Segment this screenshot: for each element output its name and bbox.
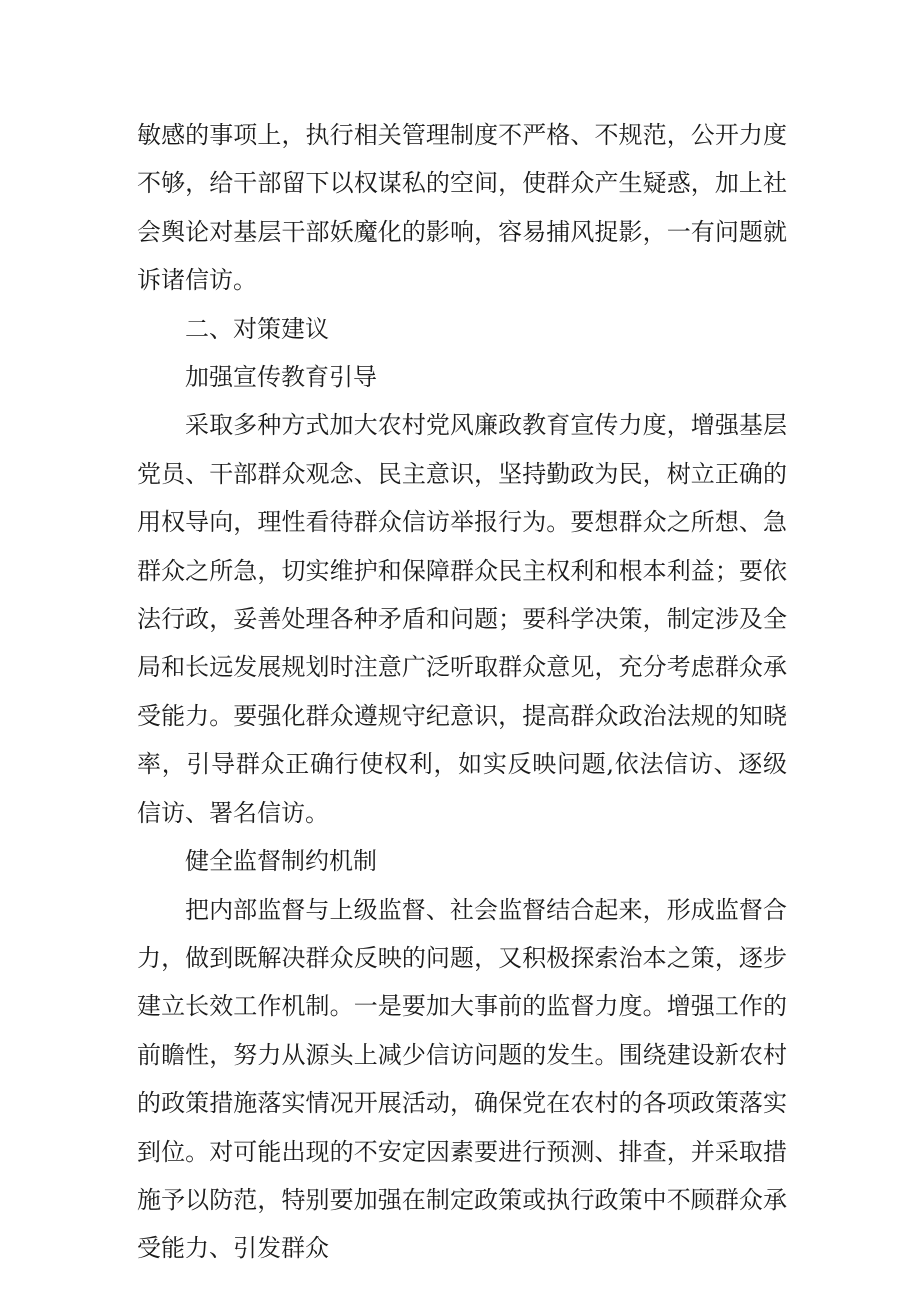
- section-heading-countermeasures: 二、对策建议: [185, 314, 329, 343]
- subheading-publicity-education: 加强宣传教育引导: [185, 363, 377, 392]
- paragraph-supervision-mechanism: 把内部监督与上级监督、社会监督结合起来，形成监督合力，做到既解决群众反映的问题，又积极探索治本之策，逐步建立长效工作机制。一是要加大事前的监督力度。增强工作的前瞻性，努力从源头上减少信访问题的发生。围绕建设新农村的政策措施落实情况开展活动，确保党在农村的各项政策落实到位。对可能出现的不安定因素要进行预测、排查，并采取措施予以防范，特别要加强在制定政策或执行政策中不顾群众承受能力、引发群众: [137, 895, 787, 1263]
- subheading-supervision-mechanism: 健全监督制约机制: [185, 847, 377, 876]
- paragraph-publicity-education: 采取多种方式加大农村党风廉政教育宣传力度，增强基层党员、干部群众观念、民主意识，坚持勤政为民，树立正确的用权导向，理性看待群众信访举报行为。要想群众之所想、急群众之所急，切实维护和保障群众民主权利和根本利益；要依法行政，妥善处理各种矛盾和问题；要科学决策，制定涉及全局和长远发展规划时注意广泛听取群众意见，充分考虑群众承受能力。要强化群众遵规守纪意识，提高群众政治法规的知晓率，引导群众正确行使权利，如实反映问题,依法信访、逐级信访、署名信访。: [137, 411, 787, 827]
- document-body: [137, 111, 787, 1273]
- paragraph-continuation: 敏感的事项上，执行相关管理制度不严格、不规范，公开力度不够，给干部留下以权谋私的空间，使群众产生疑惑，加上社会舆论对基层干部妖魔化的影响，容易捕风捉影，一有问题就诉诸信访。: [137, 121, 787, 295]
